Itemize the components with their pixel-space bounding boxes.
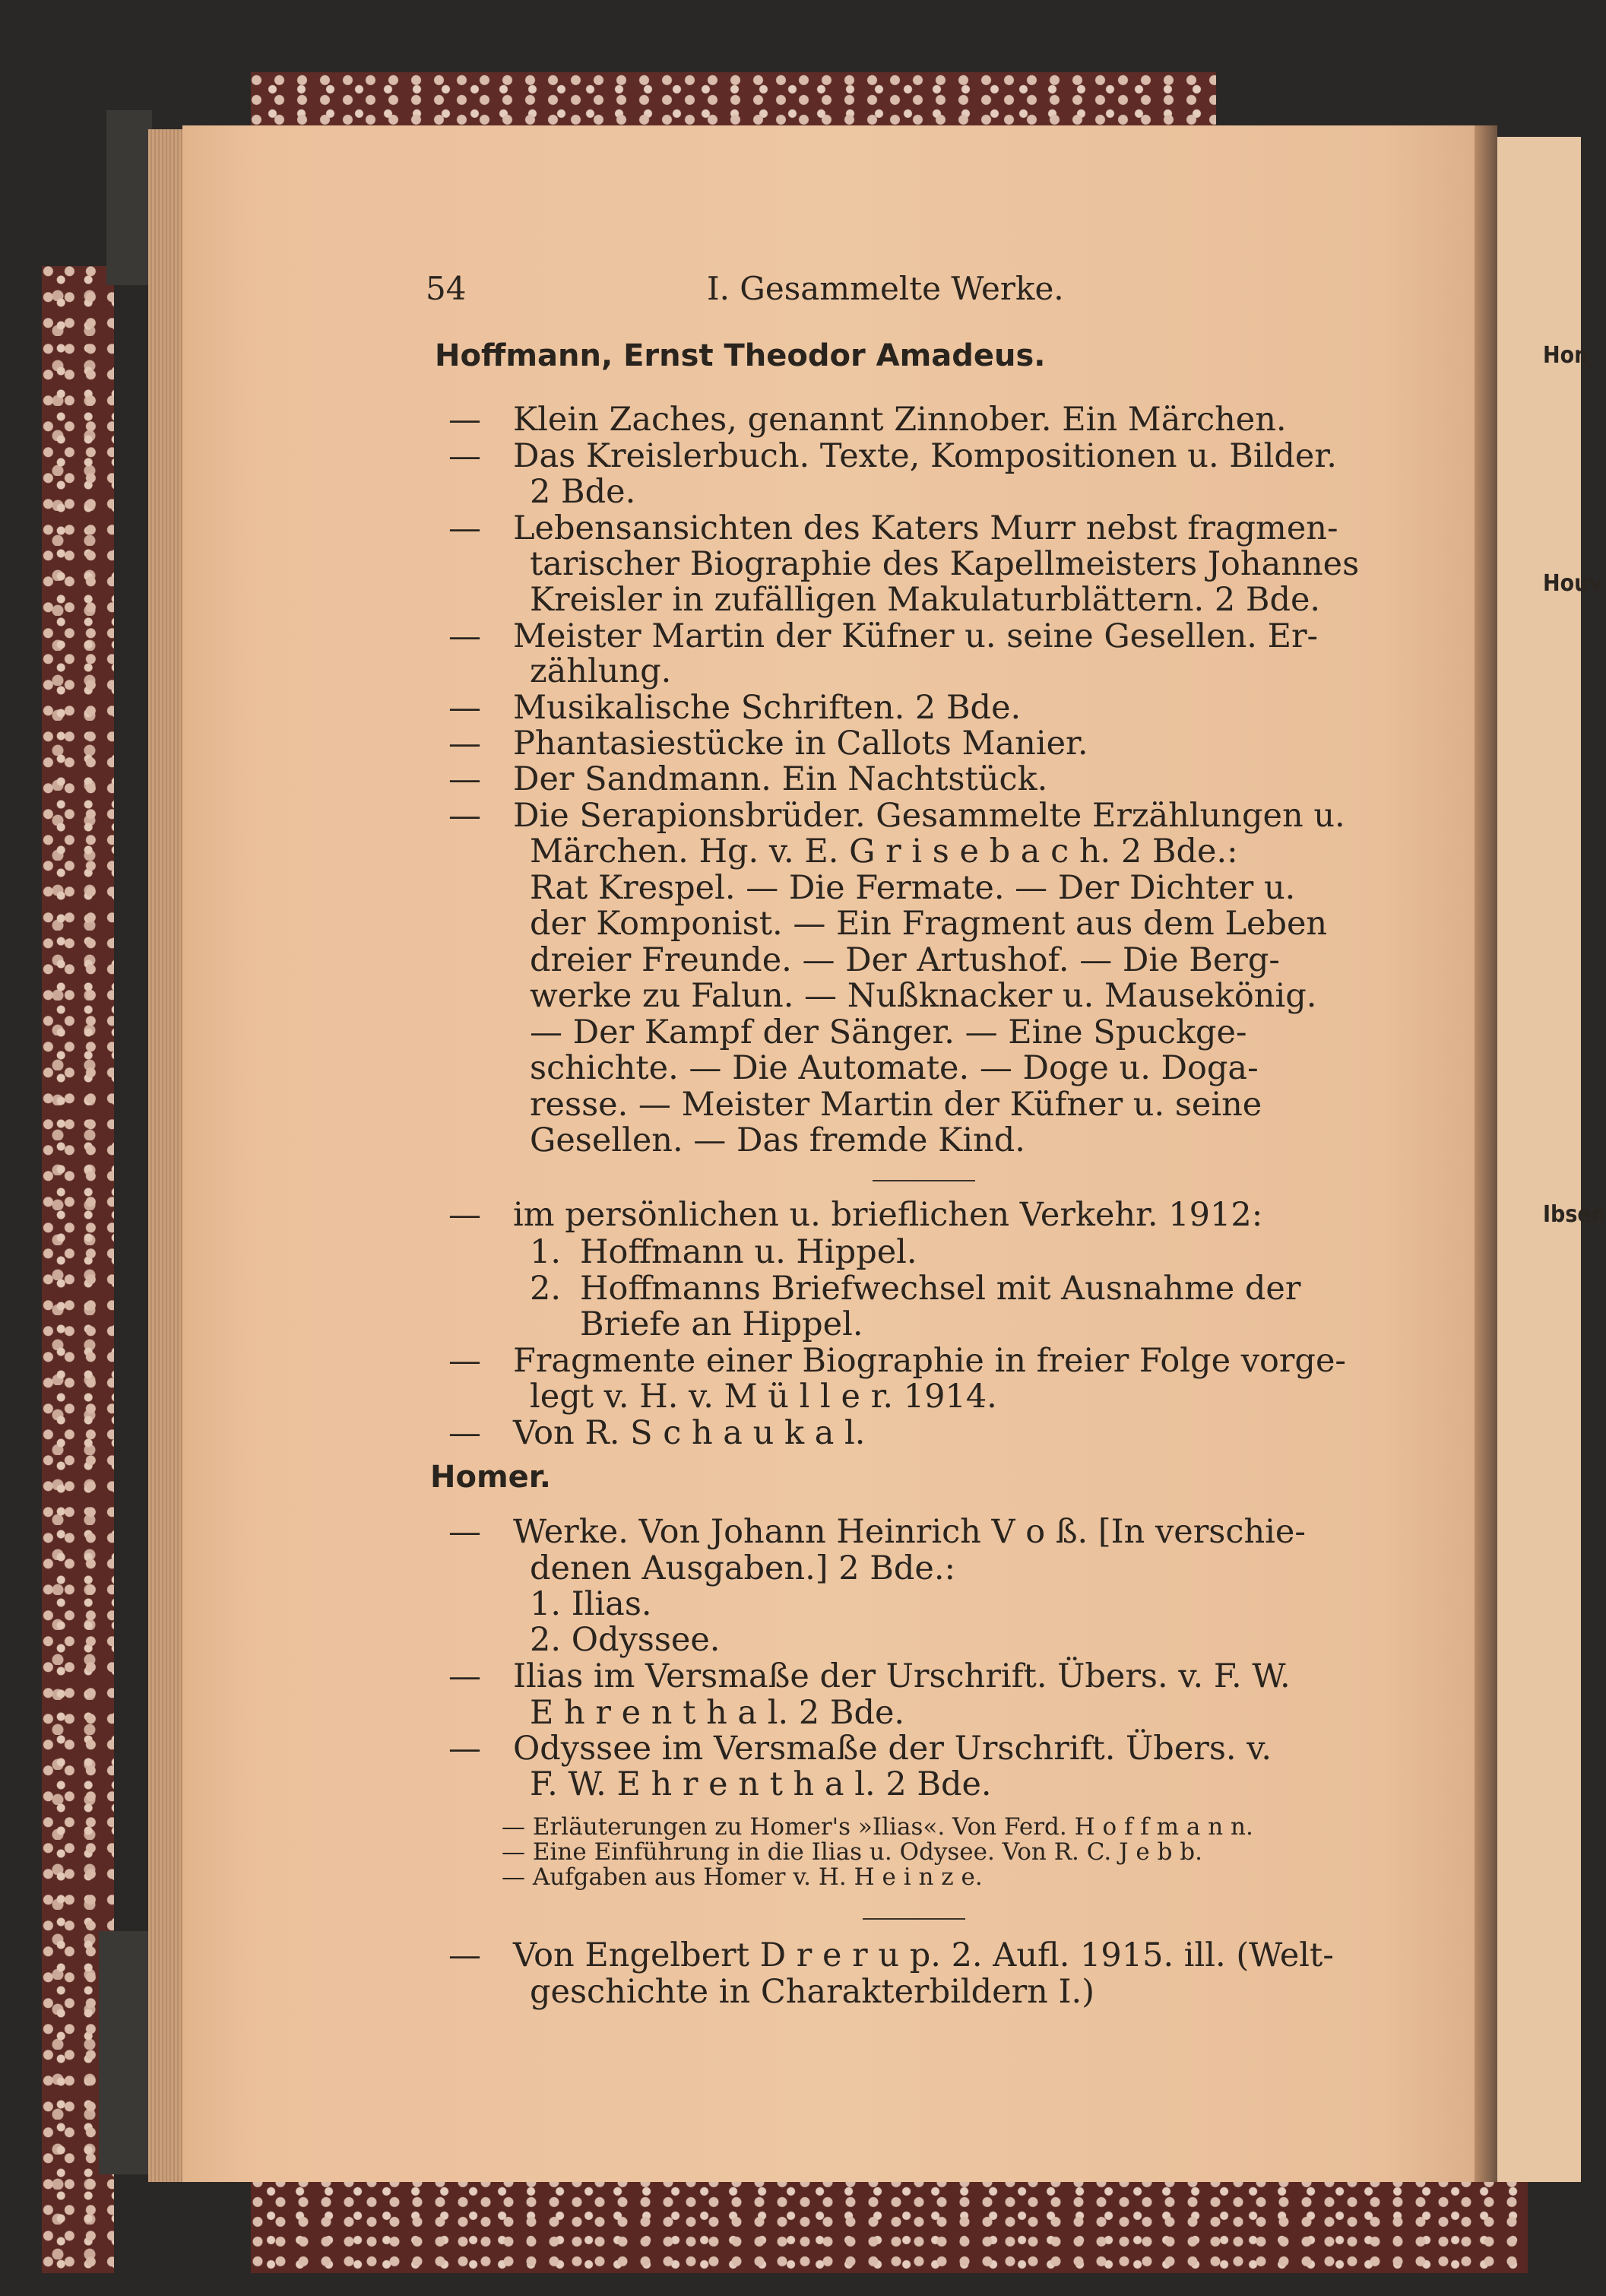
running-title: I. Gesammelte Werke.: [707, 270, 1064, 307]
entry-line: 2 Bde.: [530, 473, 636, 511]
entry-line: Gesellen. — Das fremde Kind.: [530, 1121, 1025, 1159]
section-rule: [873, 1180, 975, 1181]
entry-line: Die Serapionsbrüder. Gesammelte Erzählungen u.: [513, 797, 1345, 835]
entry-line: Briefe an Hippel.: [580, 1305, 863, 1343]
author-heading: Hoffmann, Ernst Theodor Amadeus.: [435, 338, 1046, 373]
entry-line: Werke. Von Johann Heinrich V o ß. [In verschie-: [513, 1513, 1306, 1551]
commentary-line: — Erläuterungen zu Homer's »Ilias«. Von Ferd. H o f f m a n n.: [502, 1813, 1253, 1841]
entry-dash: —: [448, 617, 481, 655]
entry-line: F. W. E h r e n t h a l. 2 Bde.: [530, 1765, 992, 1803]
entry-line: geschichte in Charakterbildern I.): [530, 1973, 1094, 2011]
entry-line: werke zu Falun. — Nußknacker u. Mausekönig.: [530, 977, 1317, 1015]
entry-dash: —: [448, 1342, 481, 1380]
entry-line: der Komponist. — Ein Fragment aus dem Leben: [530, 905, 1328, 943]
commentary-line: — Aufgaben aus Homer v. H. H e i n z e.: [502, 1863, 983, 1891]
list-number: 1.: [530, 1233, 562, 1271]
entry-dash: —: [448, 689, 481, 727]
entry-line: Phantasiestücke in Callots Manier.: [513, 725, 1088, 763]
entry-line: Lebensansichten des Katers Murr nebst fragmen-: [513, 509, 1338, 547]
entry-dash: —: [448, 1730, 481, 1768]
entry-dash: —: [448, 401, 481, 439]
entry-line: im persönlichen u. brieflichen Verkehr. 1912:: [513, 1196, 1263, 1234]
entry-line: Hoffmanns Briefwechsel mit Ausnahme der: [580, 1270, 1301, 1308]
entry-dash: —: [448, 760, 481, 798]
entry-line: Von Engelbert D r e r u p. 2. Aufl. 1915. ill. (Welt-: [513, 1936, 1334, 1974]
entry-line: 2. Odyssee.: [530, 1621, 721, 1659]
entry-line: Märchen. Hg. v. E. G r i s e b a c h. 2 Bde.:: [530, 832, 1238, 871]
entry-line: resse. — Meister Martin der Küfner u. seine: [530, 1086, 1262, 1124]
entry-dash: —: [448, 1513, 481, 1551]
entry-line: E h r e n t h a l. 2 Bde.: [530, 1694, 905, 1732]
facing-page-text: Ibsen: [1543, 1201, 1606, 1228]
commentary-line: — Eine Einführung in die Ilias u. Odysee. Von R. C. J e b b.: [502, 1838, 1202, 1866]
entry-line: schichte. — Die Automate. — Doge u. Doga-: [530, 1049, 1259, 1087]
entry-dash: —: [448, 437, 481, 475]
entry-line: denen Ausgaben.] 2 Bde.:: [530, 1549, 955, 1587]
section-rule: [863, 1918, 965, 1920]
entry-line: Ilias im Versmaße der Urschrift. Übers. v. F. W.: [513, 1657, 1291, 1695]
entry-line: — Der Kampf der Sänger. — Eine Spuckge-: [530, 1013, 1247, 1051]
entry-line: Rat Krespel. — Die Fermate. — Der Dichter u.: [530, 869, 1296, 907]
entry-line: Fragmente einer Biographie in freier Folge vorge-: [513, 1342, 1346, 1380]
entry-line: Musikalische Schriften. 2 Bde.: [513, 689, 1022, 727]
entry-line: tarischer Biographie des Kapellmeisters Johannes: [530, 545, 1360, 583]
facing-page: [1497, 137, 1606, 2182]
entry-line: Der Sandmann. Ein Nachtstück.: [513, 760, 1048, 798]
entry-line: Hoffmann u. Hippel.: [580, 1233, 917, 1271]
author-heading: Homer.: [430, 1460, 551, 1495]
entry-line: legt v. H. v. M ü l l e r. 1914.: [530, 1378, 997, 1416]
entry-line: Klein Zaches, genannt Zinnober. Ein Märchen.: [513, 401, 1287, 439]
entry-dash: —: [448, 1936, 481, 1974]
facing-page-text: Hon: [1543, 342, 1589, 369]
entry-dash: —: [448, 1414, 481, 1452]
entry-dash: —: [448, 797, 481, 835]
entry-line: Das Kreislerbuch. Texte, Kompositionen u. Bilder.: [513, 437, 1337, 475]
entry-line: Von R. S c h a u k a l.: [513, 1414, 866, 1452]
page-number: 54: [426, 270, 467, 307]
entry-line: Meister Martin der Küfner u. seine Gesellen. Er-: [513, 617, 1319, 655]
entry-line: dreier Freunde. — Der Artushof. — Die Berg-: [530, 941, 1280, 979]
cloth-corner-top: [106, 110, 152, 285]
entry-line: 1. Ilias.: [530, 1585, 652, 1623]
entry-dash: —: [448, 1657, 481, 1695]
book-gutter: [1475, 125, 1497, 2182]
marbled-board-top: [251, 72, 1216, 129]
facing-page-text: Houv: [1543, 570, 1602, 597]
entry-line: zählung.: [530, 652, 672, 690]
entry-dash: —: [448, 1196, 481, 1234]
list-number: 2.: [530, 1270, 562, 1308]
entry-line: Kreisler in zufälligen Makulaturblättern. 2 Bde.: [530, 581, 1321, 619]
entry-dash: —: [448, 509, 481, 547]
entry-dash: —: [448, 725, 481, 763]
marbled-board-bottom: [251, 2174, 1528, 2273]
entry-line: Odyssee im Versmaße der Urschrift. Übers. v.: [513, 1730, 1272, 1768]
